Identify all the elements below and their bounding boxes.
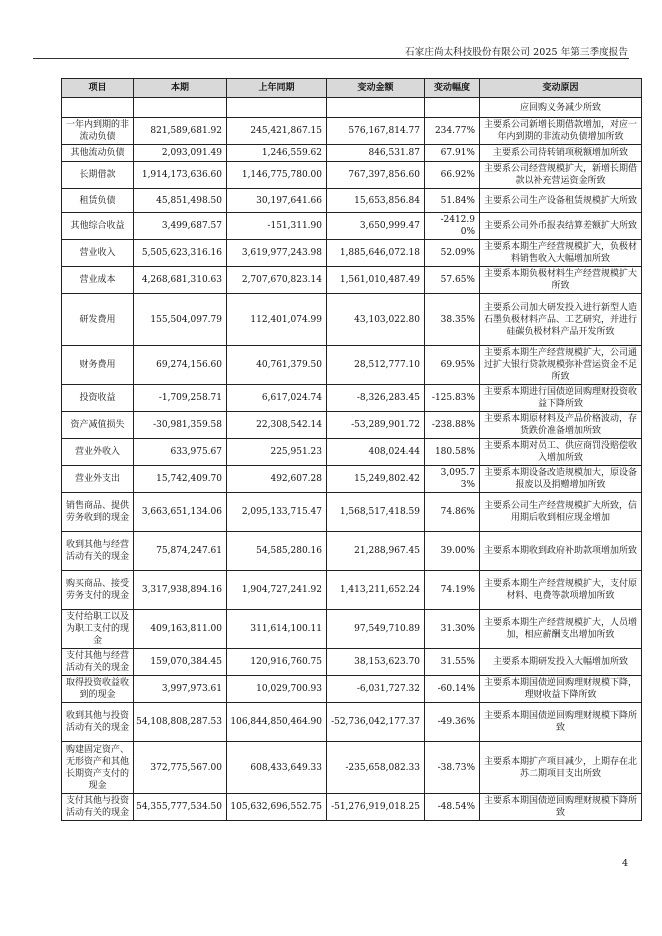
table-row — [62, 213, 642, 240]
row-change-percent: 52.09% — [425, 240, 480, 267]
table-row — [62, 385, 642, 412]
row-previous-value: 106,844,850,464.90 — [227, 703, 327, 742]
row-change-reason: 主要系本期生产经营规模扩大，负极材料销售收入大幅增加所致 — [480, 240, 642, 267]
table-row — [62, 98, 642, 118]
row-change-percent: -38.73% — [425, 742, 480, 794]
row-change-percent: -2412.90% — [425, 213, 480, 240]
row-change-reason: 主要系本期研发投入大幅增加所致 — [480, 649, 642, 676]
row-change-amount: 1,413,211,652.24 — [327, 571, 425, 610]
row-change-percent: 39.00% — [425, 532, 480, 571]
table-row — [62, 571, 642, 610]
table-row — [62, 676, 642, 703]
table-row — [62, 145, 642, 162]
row-change-reason: 主要系本期国债逆回购理财规模下降所致 — [480, 703, 642, 742]
row-previous-value: 492,607.28 — [227, 466, 327, 493]
row-change-percent: -125.83% — [425, 385, 480, 412]
row-change-percent: 69.95% — [425, 346, 480, 385]
row-change-amount: 767,397,856.60 — [327, 162, 425, 189]
row-item-label: 研发费用 — [62, 294, 134, 346]
row-previous-value: -151,311.90 — [227, 213, 327, 240]
table-row — [62, 794, 642, 821]
row-previous-value: 3,619,977,243.98 — [227, 240, 327, 267]
row-current-value: 45,851,498.50 — [134, 189, 227, 213]
row-current-value: 2,093,091.49 — [134, 145, 227, 162]
header-current: 本期 — [134, 79, 227, 98]
row-item-label: 投资收益 — [62, 385, 134, 412]
row-item-label: 取得投资收益收到的现金 — [62, 676, 134, 703]
financial-changes-table — [61, 78, 642, 821]
row-item-label: 收到其他与经营活动有关的现金 — [62, 532, 134, 571]
row-item-label: 购建固定资产、无形资产和其他长期资产支付的现金 — [62, 742, 134, 794]
table-row — [62, 240, 642, 267]
report-header: 石家庄尚太科技股份有限公司 2025 年第三季度报告 — [405, 47, 628, 58]
row-current-value: -1,709,258.71 — [134, 385, 227, 412]
table-row — [62, 162, 642, 189]
row-previous-value: 1,904,727,241.92 — [227, 571, 327, 610]
row-change-reason: 主要系本期设备改造规模加大，原设备报废以及捐赠增加所致 — [480, 466, 642, 493]
row-change-amount: 97,549,710.89 — [327, 610, 425, 649]
row-change-percent: -48.54% — [425, 794, 480, 821]
header-pct: 变动幅度 — [425, 79, 480, 98]
row-current-value: 75,874,247.61 — [134, 532, 227, 571]
row-previous-value: 22,308,542.14 — [227, 412, 327, 439]
row-change-reason: 主要系公司生产经营规模扩大所致，信用期后收到相应现金增加 — [480, 493, 642, 532]
row-item-label: 营业成本 — [62, 267, 134, 294]
table-row — [62, 189, 642, 213]
row-previous-value: 54,585,280.16 — [227, 532, 327, 571]
row-change-amount: 1,568,517,418.59 — [327, 493, 425, 532]
row-change-amount: 846,531.87 — [327, 145, 425, 162]
row-previous-value: 105,632,696,552.75 — [227, 794, 327, 821]
row-current-value: 54,108,808,287.53 — [134, 703, 227, 742]
row-change-amount: 408,024.44 — [327, 439, 425, 466]
row-change-reason: 主要系本期扩产项目减少，上期存在北苏二期项目支出所致 — [480, 742, 642, 794]
row-previous-value: 40,761,379.50 — [227, 346, 327, 385]
row-change-reason: 主要系本期国债逆回购理财规模下降，理财收益下降所致 — [480, 676, 642, 703]
row-current-value: 69,274,156.60 — [134, 346, 227, 385]
row-current-value: 15,742,409.70 — [134, 466, 227, 493]
row-current-value: 821,589,681.92 — [134, 118, 227, 145]
table-row — [62, 703, 642, 742]
row-previous-value — [227, 98, 327, 118]
row-item-label: 长期借款 — [62, 162, 134, 189]
row-change-amount: -53,289,901.72 — [327, 412, 425, 439]
row-item-label: 其他流动负债 — [62, 145, 134, 162]
row-current-value: 4,268,681,310.63 — [134, 267, 227, 294]
row-previous-value: 6,617,024.74 — [227, 385, 327, 412]
row-change-percent: -60.14% — [425, 676, 480, 703]
row-change-amount — [327, 98, 425, 118]
table-row — [62, 742, 642, 794]
row-current-value: 159,070,384.45 — [134, 649, 227, 676]
row-change-percent: 74.86% — [425, 493, 480, 532]
table-row — [62, 346, 642, 385]
row-change-percent: 31.55% — [425, 649, 480, 676]
row-change-amount: -235,658,082.33 — [327, 742, 425, 794]
row-change-amount: 1,885,646,072.18 — [327, 240, 425, 267]
row-item-label: 支付其他与投资活动有关的现金 — [62, 794, 134, 821]
row-change-reason: 主要系本期对员工、供应商罚没赔偿收入增加所致 — [480, 439, 642, 466]
table-row — [62, 267, 642, 294]
row-change-amount: -6,031,727.32 — [327, 676, 425, 703]
row-change-amount: -8,326,283.45 — [327, 385, 425, 412]
row-item-label: 销售商品、提供劳务收到的现金 — [62, 493, 134, 532]
row-change-amount: 21,288,967.45 — [327, 532, 425, 571]
row-item-label: 资产减值损失 — [62, 412, 134, 439]
row-previous-value: 1,146,775,780.00 — [227, 162, 327, 189]
row-change-percent: 31.30% — [425, 610, 480, 649]
row-current-value: 409,163,811.00 — [134, 610, 227, 649]
row-change-reason: 主要系本期收到政府补助款项增加所致 — [480, 532, 642, 571]
row-current-value — [134, 98, 227, 118]
row-item-label — [62, 98, 134, 118]
row-current-value: 3,499,687.57 — [134, 213, 227, 240]
row-previous-value: 30,197,641.66 — [227, 189, 327, 213]
row-change-reason: 主要系公司新增长期借款增加，对应一年内到期的非流动负债增加所致 — [480, 118, 642, 145]
row-change-percent: 180.58% — [425, 439, 480, 466]
row-change-amount: 38,153,623.70 — [327, 649, 425, 676]
table-row — [62, 439, 642, 466]
row-change-percent — [425, 98, 480, 118]
row-item-label: 营业外支出 — [62, 466, 134, 493]
income-cashflow-section — [62, 240, 642, 821]
row-current-value: 633,975.67 — [134, 439, 227, 466]
row-change-amount: -51,276,919,018.25 — [327, 794, 425, 821]
row-previous-value: 311,614,100.11 — [227, 610, 327, 649]
row-previous-value: 120,916,760.75 — [227, 649, 327, 676]
page-number: 4 — [621, 858, 628, 869]
header-change: 变动金额 — [327, 79, 425, 98]
row-change-percent: 57.65% — [425, 267, 480, 294]
row-change-percent: 51.84% — [425, 189, 480, 213]
row-previous-value: 2,095,133,715.47 — [227, 493, 327, 532]
row-item-label: 其他综合收益 — [62, 213, 134, 240]
row-current-value: 372,775,567.00 — [134, 742, 227, 794]
row-previous-value: 10,029,700.93 — [227, 676, 327, 703]
row-item-label: 一年内到期的非流动负债 — [62, 118, 134, 145]
row-change-reason: 主要系本期生产经营规模扩大，人员增加，相应薪酬支出增加所致 — [480, 610, 642, 649]
header-reason: 变动原因 — [480, 79, 642, 98]
row-item-label: 营业收入 — [62, 240, 134, 267]
table-row — [62, 610, 642, 649]
row-item-label: 支付其他与经营活动有关的现金 — [62, 649, 134, 676]
table-row — [62, 493, 642, 532]
header-previous: 上年同期 — [227, 79, 327, 98]
row-current-value: 155,504,097.79 — [134, 294, 227, 346]
row-change-percent: 66.92% — [425, 162, 480, 189]
row-change-reason: 主要系公司加大研发投入进行新型人造石墨负极材料产品、工艺研究，并进行硅碳负极材料产品开发所致 — [480, 294, 642, 346]
row-previous-value: 225,951.23 — [227, 439, 327, 466]
row-current-value: 54,355,777,534.50 — [134, 794, 227, 821]
row-change-percent: -49.36% — [425, 703, 480, 742]
row-previous-value: 2,707,670,823.14 — [227, 267, 327, 294]
row-item-label: 收到其他与投资活动有关的现金 — [62, 703, 134, 742]
row-change-reason: 主要系本期国债逆回购理财规模下降所致 — [480, 794, 642, 821]
row-change-percent: -238.88% — [425, 412, 480, 439]
row-item-label: 购买商品、接受劳务支付的现金 — [62, 571, 134, 610]
row-change-amount: 1,561,010,487.49 — [327, 267, 425, 294]
row-change-amount: 28,512,777.10 — [327, 346, 425, 385]
row-change-amount: 3,650,999.47 — [327, 213, 425, 240]
row-previous-value: 608,433,649.33 — [227, 742, 327, 794]
table-row — [62, 532, 642, 571]
row-change-percent: 74.19% — [425, 571, 480, 610]
row-previous-value: 245,421,867.15 — [227, 118, 327, 145]
row-change-amount: 43,103,022.80 — [327, 294, 425, 346]
row-change-percent: 38.35% — [425, 294, 480, 346]
header-item: 项目 — [62, 79, 134, 98]
row-change-reason: 主要系公司经营规模扩大，新增长期借款以补充营运资金所致 — [480, 162, 642, 189]
row-item-label: 支付给职工以及为职工支付的现金 — [62, 610, 134, 649]
row-item-label: 营业外收入 — [62, 439, 134, 466]
row-current-value: 5,505,623,316.16 — [134, 240, 227, 267]
row-current-value: -30,981,359.58 — [134, 412, 227, 439]
row-change-reason: 主要系本期生产经营规模扩大，公司通过扩大银行贷款规模弥补营运资金不足所致 — [480, 346, 642, 385]
balance-sheet-section — [62, 98, 642, 240]
table-header — [62, 79, 642, 98]
row-change-amount: 15,249,802.42 — [327, 466, 425, 493]
table-row — [62, 294, 642, 346]
row-change-reason: 主要系公司待转销项税额增加所致 — [480, 145, 642, 162]
row-change-amount: 15,653,856.84 — [327, 189, 425, 213]
row-change-percent: 234.77% — [425, 118, 480, 145]
table-row — [62, 649, 642, 676]
row-change-percent: 67.91% — [425, 145, 480, 162]
row-item-label: 租赁负债 — [62, 189, 134, 213]
table-row — [62, 466, 642, 493]
row-current-value: 3,997,973.61 — [134, 676, 227, 703]
row-change-reason: 主要系本期原材料及产品价格波动，存货跌价准备增加所致 — [480, 412, 642, 439]
row-change-reason: 主要系公司生产设备租赁规模扩大所致 — [480, 189, 642, 213]
row-change-reason: 主要系本期负极材料生产经营规模扩大所致 — [480, 267, 642, 294]
row-change-reason: 应回购义务减少所致 — [480, 98, 642, 118]
row-current-value: 3,663,651,134.06 — [134, 493, 227, 532]
row-previous-value: 112,401,074.99 — [227, 294, 327, 346]
table-row — [62, 118, 642, 145]
row-change-reason: 主要系公司外币报表结算差额扩大所致 — [480, 213, 642, 240]
row-change-percent: 3,095.73% — [425, 466, 480, 493]
row-current-value: 1,914,173,636.60 — [134, 162, 227, 189]
row-current-value: 3,317,938,894.16 — [134, 571, 227, 610]
row-change-reason: 主要系本期生产经营规模扩大，支付原材料、电费等款项增加所致 — [480, 571, 642, 610]
row-change-amount: 576,167,814.77 — [327, 118, 425, 145]
row-item-label: 财务费用 — [62, 346, 134, 385]
row-change-reason: 主要系本期进行国债逆回购理财投资收益下降所致 — [480, 385, 642, 412]
row-previous-value: 1,246,559.62 — [227, 145, 327, 162]
row-change-amount: -52,736,042,177.37 — [327, 703, 425, 742]
table-row — [62, 412, 642, 439]
header-rule — [33, 58, 629, 59]
